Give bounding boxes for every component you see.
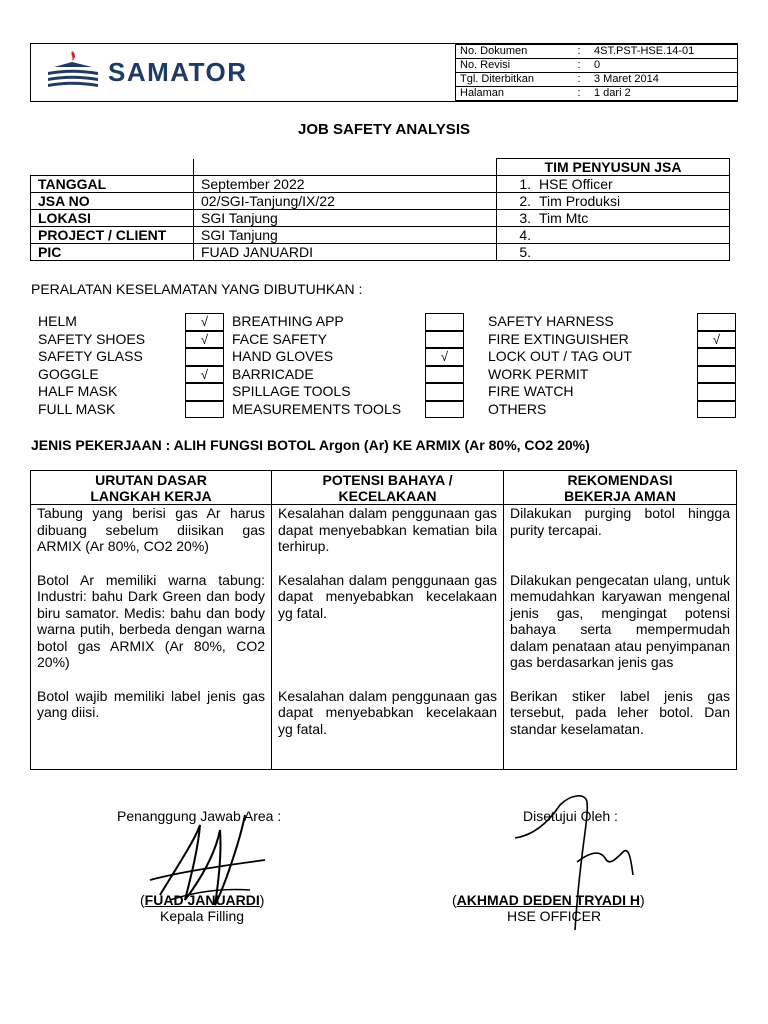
left-signatory-name: FUAD JANUARDI [144,892,260,908]
doc-meta-row [456,59,738,73]
tim-number: 3. [519,210,531,226]
ppe-label: SAFETY GLASS [38,348,143,364]
job-steps-table [30,470,737,770]
spacer-row [31,555,737,572]
right-signatory: (AKHMAD DEDEN TRYADI H) [452,892,645,908]
info-label: PIC [31,244,194,261]
ppe-checkbox[interactable] [185,401,224,419]
meta-sep: : [568,87,590,101]
ppe-checkbox[interactable] [697,401,736,419]
job-type-heading: JENIS PEKERJAAN : ALIH FUNGSI BOTOL Argon (Ar) KE ARMIX (Ar 80%, CO2 20%) [31,437,590,453]
ppe-label: GOGGLE [38,365,99,382]
info-table [30,158,730,261]
ppe-label: FIRE EXTINGUISHER [488,330,629,347]
info-value: FUAD JANUARDI [194,244,497,261]
ppe-label: MEASUREMENTS TOOLS [232,400,402,417]
ppe-label: FULL MASK [38,400,116,417]
meta-value: 1 dari 2 [590,87,738,101]
ppe-label: HAND GLOVES [232,348,334,364]
header-line: LANGKAH KERJA [90,487,212,504]
ppe-checkbox[interactable] [425,313,464,331]
header-line: BEKERJA AMAN [564,487,676,504]
tim-member [497,244,730,261]
ppe-label: WORK PERMIT [488,365,589,382]
info-value: SGI Tanjung [194,210,497,227]
ppe-checkbox[interactable] [697,313,736,331]
ppe-checkbox[interactable] [697,366,736,384]
langkah-cell: Botol wajib memiliki label jenis gas yang diisi. [31,688,272,738]
tim-name: Tim Produksi [539,193,621,209]
table-row [31,688,737,738]
header-line: KECELAKAAN [338,487,437,504]
doc-meta-row [456,87,738,101]
info-label: JSA NO [31,193,194,210]
ppe-label: HELM [38,313,77,329]
ppe-checkbox[interactable]: √ [697,331,736,349]
ppe-checkbox[interactable]: √ [425,348,464,366]
ppe-label: LOCK OUT / TAG OUT [488,348,632,364]
rekomendasi-cell: Dilakukan pengecatan ulang, untuk memudahkan karyawan mengenal jenis gas, mengingat potensi bahaya serta mempermudah dalam penataan atau penyimpanan gas berdasarkan jenis gas [504,572,737,671]
column-header-rekomendasi [504,471,737,505]
header-line: POTENSI BAHAYA / [322,471,453,488]
document-header [30,43,738,102]
meta-sep: : [568,73,590,87]
meta-label: Tgl. Diterbitkan [456,73,569,87]
ppe-label: FIRE WATCH [488,383,574,399]
company-logo [44,49,284,95]
info-value: September 2022 [194,176,497,193]
spacer-row [31,737,737,770]
ppe-label: BREATHING APP [232,313,344,329]
langkah-cell: Tabung yang berisi gas Ar harus dibuang sebelum diisikan gas ARMIX (Ar 80%, CO2 20%) [31,505,272,555]
ppe-checkbox[interactable]: √ [185,313,224,331]
rekomendasi-cell: Berikan stiker label jenis gas tersebut, pada leher botol. Dan standar keselamatan. [504,688,737,738]
tim-name: Tim Mtc [539,210,589,226]
ppe-checkbox[interactable] [425,383,464,401]
meta-sep: : [568,45,590,59]
ppe-checkbox[interactable] [185,348,224,366]
ppe-checkbox[interactable]: √ [185,331,224,349]
info-row [31,193,730,210]
company-name: SAMATOR [108,57,248,87]
meta-label: Halaman [456,87,569,101]
right-signatory-name: AKHMAD DEDEN TRYADI H [456,892,640,908]
tim-heading: TIM PENYUSUN JSA [497,159,730,176]
info-row [31,176,730,193]
tim-number: 4. [519,227,531,243]
info-row [31,210,730,227]
tim-member [497,193,730,210]
tim-name: HSE Officer [539,176,613,192]
blank-cell [194,159,497,176]
doc-meta-row [456,45,738,59]
document-meta-table [455,44,738,101]
ppe-label: SPILLAGE TOOLS [232,383,351,399]
ppe-label: HALF MASK [38,383,118,399]
tim-number: 1. [519,176,531,192]
info-label: PROJECT / CLIENT [31,227,194,244]
ppe-checkbox[interactable] [185,383,224,401]
ppe-checkbox[interactable]: √ [185,366,224,384]
meta-label: No. Revisi [456,59,569,73]
potensi-cell: Kesalahan dalam penggunaan gas dapat menyebabkan kematian bila terhirup. [272,505,504,555]
ppe-label: OTHERS [488,400,547,417]
ppe-checkbox[interactable] [425,331,464,349]
info-row [31,227,730,244]
ppe-checkbox[interactable] [425,366,464,384]
right-signatory-role: HSE OFFICER [507,908,602,924]
info-label: LOKASI [31,210,194,227]
info-row [31,244,730,261]
ppe-label: SAFETY SHOES [38,330,146,347]
ppe-label: FACE SAFETY [232,330,327,347]
table-row [31,572,737,671]
table-row [31,505,737,555]
meta-value: 0 [590,59,738,73]
tim-name [531,244,539,260]
tim-number: 5. [519,244,531,260]
meta-value: 3 Maret 2014 [590,73,738,87]
info-label: TANGGAL [31,176,194,193]
table-header-row [31,471,737,505]
potensi-cell: Kesalahan dalam penggunaan gas dapat menyebabkan kecelakaan yg fatal. [272,688,504,738]
ppe-heading: PERALATAN KESELAMATAN YANG DIBUTUHKAN : [31,281,363,297]
column-header-potensi [272,471,504,505]
right-signature-caption: Disetujui Oleh : [523,808,618,824]
meta-label: No. Dokumen [456,45,569,59]
ppe-checkbox[interactable] [697,383,736,401]
info-header-row [31,159,730,176]
left-signatory-role: Kepala Filling [160,908,245,924]
header-line: REKOMENDASI [567,471,673,488]
header-line: URUTAN DASAR [95,471,207,488]
left-signature-caption: Penanggung Jawab Area : [117,808,282,824]
potensi-cell: Kesalahan dalam penggunaan gas dapat menyebabkan kecelakaan yg fatal. [272,572,504,671]
ppe-checkbox[interactable] [425,401,464,419]
page-title: JOB SAFETY ANALYSIS [298,121,470,138]
tim-member [497,176,730,193]
spacer-row [31,671,737,688]
ppe-label: BARRICADE [232,365,314,382]
column-header-langkah [31,471,272,505]
left-signatory: (FUAD JANUARDI) [140,892,265,908]
samator-logo-icon [44,49,106,95]
langkah-cell: Botol Ar memiliki warna tabung: Industri: bahu Dark Green dan body biru samator. Medis: bahu dan body warna putih, berbeda dengan warna botol gas ARMIX (Ar 80%, CO2 20%) [31,572,272,671]
blank-cell [31,159,194,176]
tim-member [497,210,730,227]
tim-name [531,227,539,243]
ppe-label: SAFETY HARNESS [488,313,614,329]
rekomendasi-cell: Dilakukan purging botol hingga purity tercapai. [504,505,737,555]
doc-meta-row [456,73,738,87]
meta-sep: : [568,59,590,73]
info-value: SGI Tanjung [194,227,497,244]
info-value: 02/SGI-Tanjung/IX/22 [194,193,497,210]
meta-value: 4ST.PST-HSE.14-01 [590,45,738,59]
tim-number: 2. [519,193,531,209]
tim-member [497,227,730,244]
ppe-checkbox[interactable] [697,348,736,366]
